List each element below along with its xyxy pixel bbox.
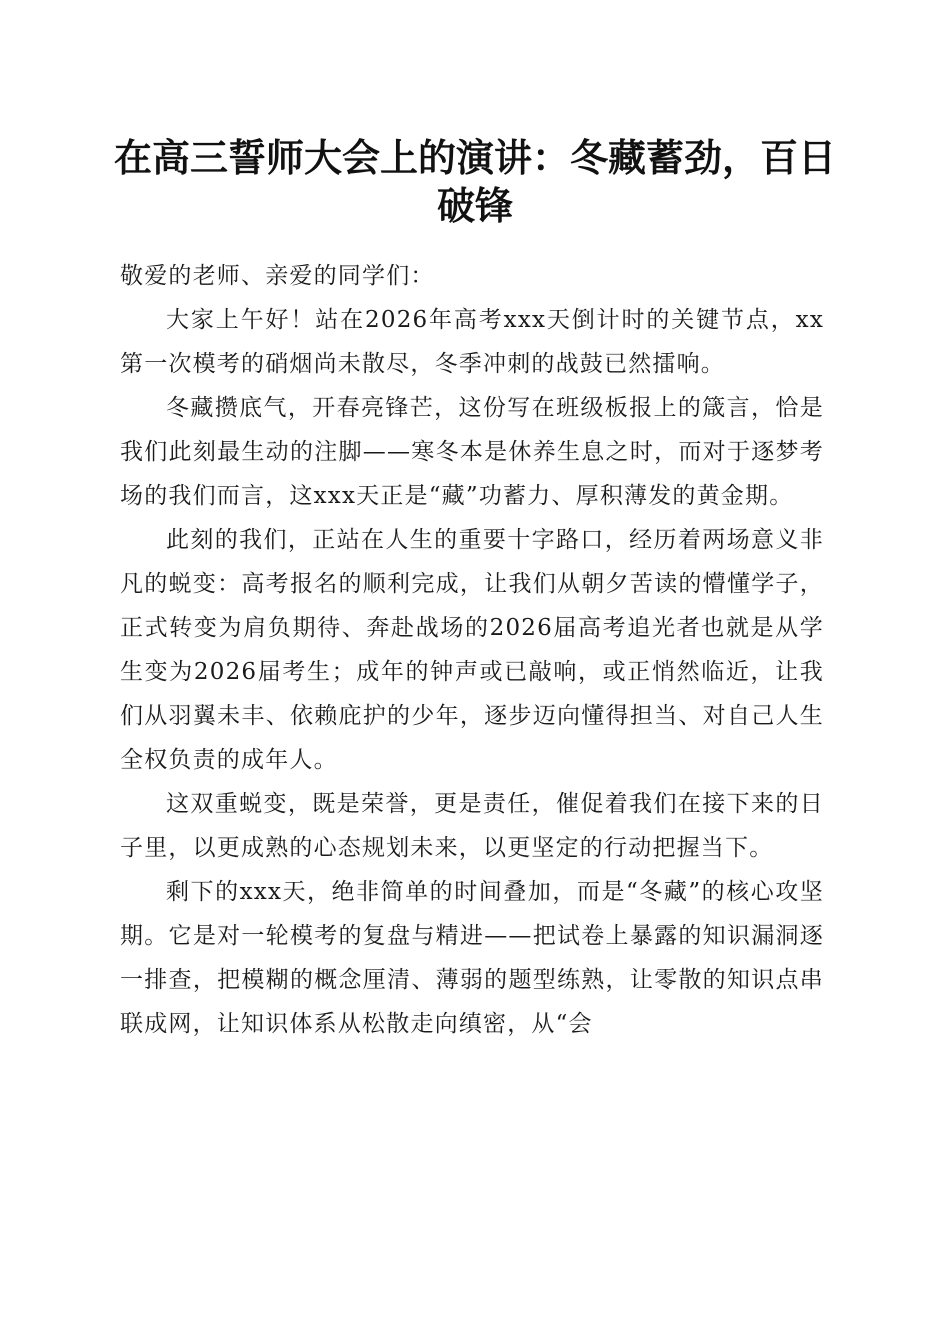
document-title: 在高三誓师大会上的演讲：冬藏蓄劲，百日破锋 bbox=[113, 135, 836, 228]
paragraph: 冬藏攒底气，开春亮锋芒，这份写在班级板报上的箴言，恰是我们此刻最生动的注脚——寒冬本是休养生息之时，而对于逐梦考场的我们而言，这xxx天正是“藏”功蓄力、厚积薄发的黄金期。 bbox=[120, 395, 824, 509]
document-body bbox=[120, 254, 824, 1046]
paragraph: 剩下的xxx天，绝非简单的时间叠加，而是“冬藏”的核心攻坚期。它是对一轮模考的复盘与精进——把试卷上暴露的知识漏洞逐一排查，把模糊的概念厘清、薄弱的题型练熟，让零散的知识点串联成网，让知识体系从松散走向缜密，从“会 bbox=[120, 879, 824, 1037]
paragraph: 这双重蜕变，既是荣誉，更是责任，催促着我们在接下来的日子里，以更成熟的心态规划未来，以更坚定的行动把握当下。 bbox=[120, 791, 824, 861]
paragraph: 此刻的我们，正站在人生的重要十字路口，经历着两场意义非凡的蜕变：高考报名的顺利完成，让我们从朝夕苦读的懵懂学子，正式转变为肩负期待、奔赴战场的2026届高考追光者也就是从学生变为2026届考生；成年的钟声或已敲响，或正悄然临近，让我们从羽翼未丰、依赖庇护的少年，逐步迈向懂得担当、对自己人生全权负责的成年人。 bbox=[120, 527, 824, 773]
salutation: 敬爱的老师、亲爱的同学们： bbox=[120, 263, 435, 289]
paragraph: 大家上午好！站在2026年高考xxx天倒计时的关键节点，xx第一次模考的硝烟尚未散尽，冬季冲刺的战鼓已然擂响。 bbox=[120, 307, 824, 377]
